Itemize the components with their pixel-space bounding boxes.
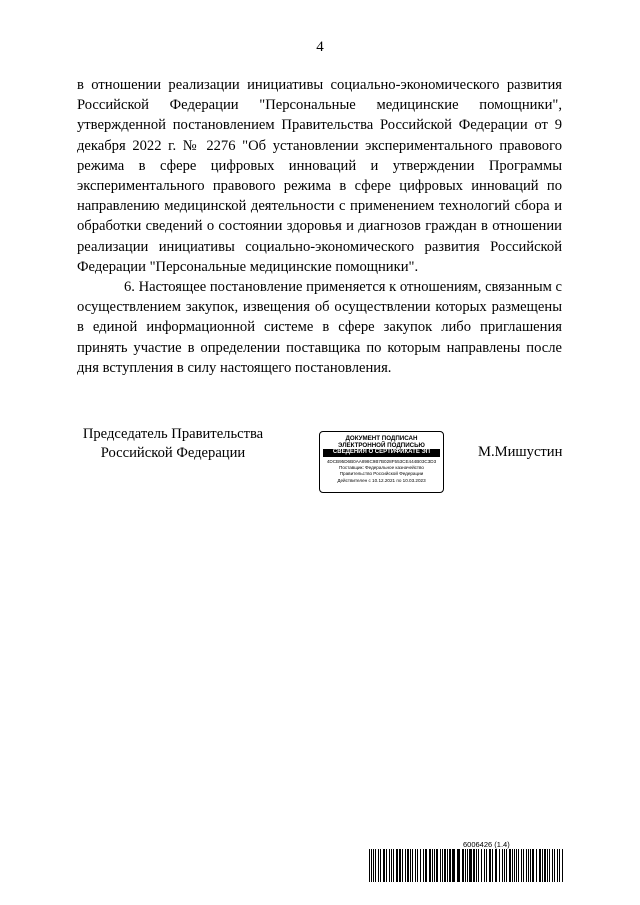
- barcode-bar: [509, 849, 511, 882]
- barcode-bar: [457, 849, 460, 882]
- barcode-bar: [369, 849, 370, 882]
- paragraph-1: в отношении реализации инициативы социально-экономического развития Российской Федерации "Персональные медицинские помощники", утвержденной постановлением Правительства Российской Федерации от 9 декабря 2022 г. № 2276 "Об установлении экспериментального правового режима в сфере цифровых инноваций и утверждении Программы экспериментального правового режима в сфере цифровых инноваций по направлению медицинской деятельности с применением технологий сбора и обработки сведений о состоянии здоровья и диагнозов граждан в отношении реализации инициативы социально-экономического развития Российской Федерации "Персональные медицинские помощники".: [77, 77, 562, 275]
- barcode-bar: [399, 849, 401, 882]
- barcode-bar: [452, 849, 455, 882]
- signer-title: [78, 425, 268, 463]
- barcode-bar: [499, 849, 500, 882]
- barcode-bar: [502, 849, 503, 882]
- barcode-bar: [386, 849, 387, 882]
- barcode-bar: [476, 849, 477, 882]
- barcode-bar: [425, 849, 427, 882]
- barcode-bar: [554, 849, 555, 882]
- stamp-validity: Действителен с 10.12.2021 по 10.03.2023: [337, 477, 426, 483]
- barcode-bar: [481, 849, 482, 882]
- barcode-bar: [549, 849, 550, 882]
- barcode-bar: [380, 849, 381, 882]
- barcode-bar: [557, 849, 558, 882]
- barcode-bar: [420, 849, 421, 882]
- barcode-bar: [407, 849, 409, 882]
- barcode-bar: [444, 849, 446, 882]
- barcode-bar: [391, 849, 392, 882]
- barcode-bar: [506, 849, 507, 882]
- stamp-band: СВЕДЕНИЯ О СЕРТИФИКАТЕ ЭП: [323, 449, 440, 457]
- barcode-bar: [465, 849, 466, 882]
- barcode-bar: [514, 849, 515, 882]
- stamp-supplier: Поставщик: Федеральное казначейство: [339, 464, 424, 470]
- barcode-bar: [415, 849, 416, 882]
- barcode-bar: [440, 849, 441, 882]
- barcode-bar: [539, 849, 541, 882]
- barcode-bar: [473, 849, 475, 882]
- barcode-bar: [447, 849, 448, 882]
- barcode-bar: [442, 849, 443, 882]
- barcode-bar: [402, 849, 403, 882]
- stamp-header-2: ЭЛЕКТРОННОЙ ПОДПИСЬЮ: [338, 442, 425, 449]
- barcode-bar: [528, 849, 529, 882]
- barcode-bar: [526, 849, 527, 882]
- barcode-bar: [489, 849, 491, 882]
- page-number: 4: [316, 39, 324, 55]
- barcode-bar: [504, 849, 505, 882]
- barcode-bar: [532, 849, 534, 882]
- barcode-bar: [462, 849, 464, 882]
- barcode-bar: [383, 849, 385, 882]
- signer-title-line-2: Российской Федерации: [100, 445, 246, 461]
- barcode-bar: [371, 849, 372, 882]
- barcode-bar: [516, 849, 517, 882]
- barcode-bar: [417, 849, 418, 882]
- barcode-bar: [530, 849, 531, 882]
- barcode-bar: [467, 849, 468, 882]
- barcode-bar: [378, 849, 379, 882]
- barcode-bar: [423, 849, 424, 882]
- barcode-bar: [518, 849, 519, 882]
- barcode-bar: [521, 849, 522, 882]
- barcode-bar: [495, 849, 497, 882]
- body-text: [77, 75, 562, 378]
- barcode-bar: [405, 849, 406, 882]
- barcode-bar: [559, 849, 560, 882]
- barcode-bar: [429, 849, 431, 882]
- barcode-bar: [412, 849, 413, 882]
- stamp-owner: Правительство Российской Федерации: [339, 471, 424, 477]
- barcode-bar: [512, 849, 513, 882]
- barcode-bar: [484, 849, 485, 882]
- barcode: [369, 849, 563, 882]
- barcode-bar: [492, 849, 493, 882]
- document-code: 6006426 (1.4): [463, 840, 510, 849]
- barcode-bar: [434, 849, 435, 882]
- barcode-bar: [469, 849, 472, 882]
- barcode-bar: [396, 849, 398, 882]
- barcode-bar: [393, 849, 394, 882]
- barcode-bar: [436, 849, 438, 882]
- barcode-bar: [523, 849, 524, 882]
- stamp-header-1: ДОКУМЕНТ ПОДПИСАН: [345, 435, 418, 442]
- barcode-bar: [389, 849, 390, 882]
- barcode-bar: [552, 849, 553, 882]
- barcode-bar: [478, 849, 479, 882]
- barcode-bar: [410, 849, 411, 882]
- electronic-signature-stamp: [319, 431, 444, 493]
- stamp-serial: 4DCB95D6B0AA898C9B7B028F553CE444B03C3D3: [326, 458, 437, 464]
- barcode-bar: [536, 849, 537, 882]
- barcode-bar: [373, 849, 374, 882]
- barcode-bar: [562, 849, 563, 882]
- barcode-bar: [432, 849, 433, 882]
- signer-title-line-1: Председатель Правительства: [82, 426, 264, 442]
- barcode-bar: [449, 849, 451, 882]
- barcode-bar: [542, 849, 543, 882]
- barcode-bar: [544, 849, 546, 882]
- barcode-bar: [486, 849, 487, 882]
- signer-name: М.Мишустин: [478, 444, 563, 460]
- barcode-bar: [375, 849, 376, 882]
- paragraph-2: 6. Настоящее постановление применяется к отношениям, связанным с осуществлением закупок, извещения об осуществлении которых размещены в единой информационной системе в сфере закупок либо приглашения принять участие в определении поставщика по которым направлены после дня вступления в силу настоящего постановления.: [77, 279, 562, 376]
- barcode-bar: [547, 849, 548, 882]
